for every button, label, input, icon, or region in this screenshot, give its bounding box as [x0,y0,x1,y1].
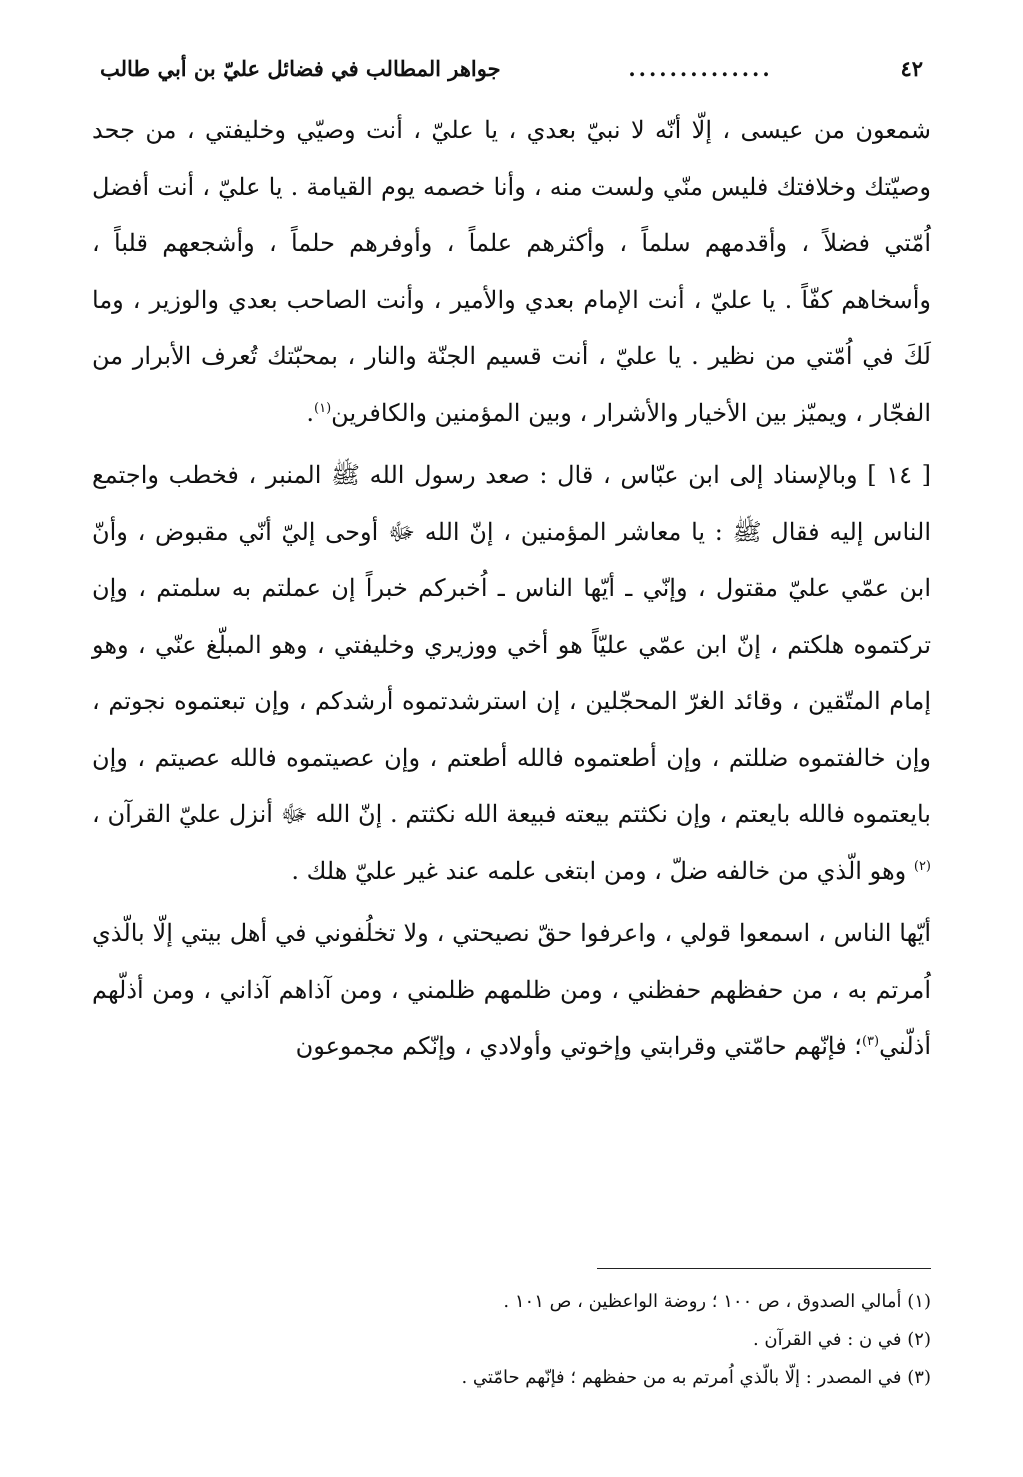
footnote-separator [597,1268,931,1269]
paragraph-1 [92,102,931,441]
footnotes [92,1283,931,1397]
paragraph-1-text: شمعون من عيسى ، إلّا أنّه لا نبيّ بعدي ، يا عليّ ، أنت وصيّي وخليفتي ، من جحد وصيّتك وخلافتك فليس منّي ولست منه ، وأنا خصمه يوم القيامة . يا عليّ ، أنت أفضل اُمّتي فضلاً ، وأقدمهم سلماً ، وأكثرهم علماً ، وأوفرهم حلماً ، وأشجعهم قلباً ، وأسخاهم كفّاً . يا عليّ ، أنت الإمام بعدي والأمير ، وأنت الصاحب بعدي والوزير ، وما لَكَ في اُمّتي من نظير . يا عليّ ، أنت قسيم الجنّة والنار ، بمحبّتك تُعرف الأبرار من الفجّار ، ويميّز بين الأخيار والأشرار ، وبين المؤمنين والكافرين [92,116,931,427]
paragraph-3-text: أيّها الناس ، اسمعوا قولي ، واعرفوا حقّ نصيحتي ، ولا تخلُفوني في أهل بيتي إلّا بالّذي اُمرتم به ، من حفظهم حفظني ، ومن ظلمهم ظلمني ، ومن آذاهم آذاني ، ومن أذلّهم أذلّني [92,919,931,1060]
paragraph-3-rest: ؛ فإنّهم حامّتي وقرابتي وإخوتي وأولادي ، وإنّكم مجموعون [295,1032,862,1060]
page-number: ٤٢ [900,55,923,81]
main-text [92,102,931,1075]
footnote-3: (٣) في المصدر : إلّا بالّذي اُمرتم به من حفظهم ؛ فإنّهم حامّتي . [461,1367,931,1388]
footnote-ref-1: (١) [314,400,332,416]
running-header [92,40,931,96]
footnote-2: (٢) في ن : في القرآن . [752,1329,931,1350]
footnote-ref-3: (٣) [861,1034,880,1049]
footnote-ref-2: (٢) [913,858,931,874]
book-title: جواهر المطالب في فضائل عليّ بن أبي طالب [100,55,501,81]
header-leader-dots: .............. [628,55,773,81]
paragraph-1-end: . [306,398,315,427]
footnote-1: (١) أمالي الصدوق ، ص ١٠٠ ؛ روضة الواعظين ، ص ١٠١ . [503,1291,931,1312]
paragraph-2-rest: وهو الّذي من خالفه ضلّ ، ومن ابتغى علمه عند غير عليّ هلك . [291,856,907,885]
paragraph-3 [92,905,931,1075]
paragraph-2 [92,447,931,899]
paragraph-2-text: [ ١٤ ] وبالإسناد إلى ابن عبّاس ، قال : صعد رسول الله ﷺ المنبر ، فخطب واجتمع الناس إليه فقال ﷺ : يا معاشر المؤمنين ، إنّ الله ﷻ أوحى إليّ أنّي مقبوض ، وأنّ ابن عمّي عليّ مقتول ، وإنّي ـ أيّها الناس ـ اُخبركم خبراً إن عملتم به سلمتم ، وإن تركتموه هلكتم ، إنّ ابن عمّي عليّاً هو أخي ووزيري وخليفتي ، وهو المبلّغ عنّي ، وهو إمام المتّقين ، وقائد الغرّ المحجّلين ، إن استرشدتموه أرشدكم ، وإن تبعتموه نجوتم ، وإن خالفتموه ضللتم ، وإن أطعتموه فالله أطعتم ، وإن عصيتموه فالله عصيتم ، وإن بايعتموه فالله بايعتم ، وإن نكثتم بيعته فبيعة الله نكثتم . إنّ الله ﷻ أنزل عليّ القرآن ، [92,461,932,828]
